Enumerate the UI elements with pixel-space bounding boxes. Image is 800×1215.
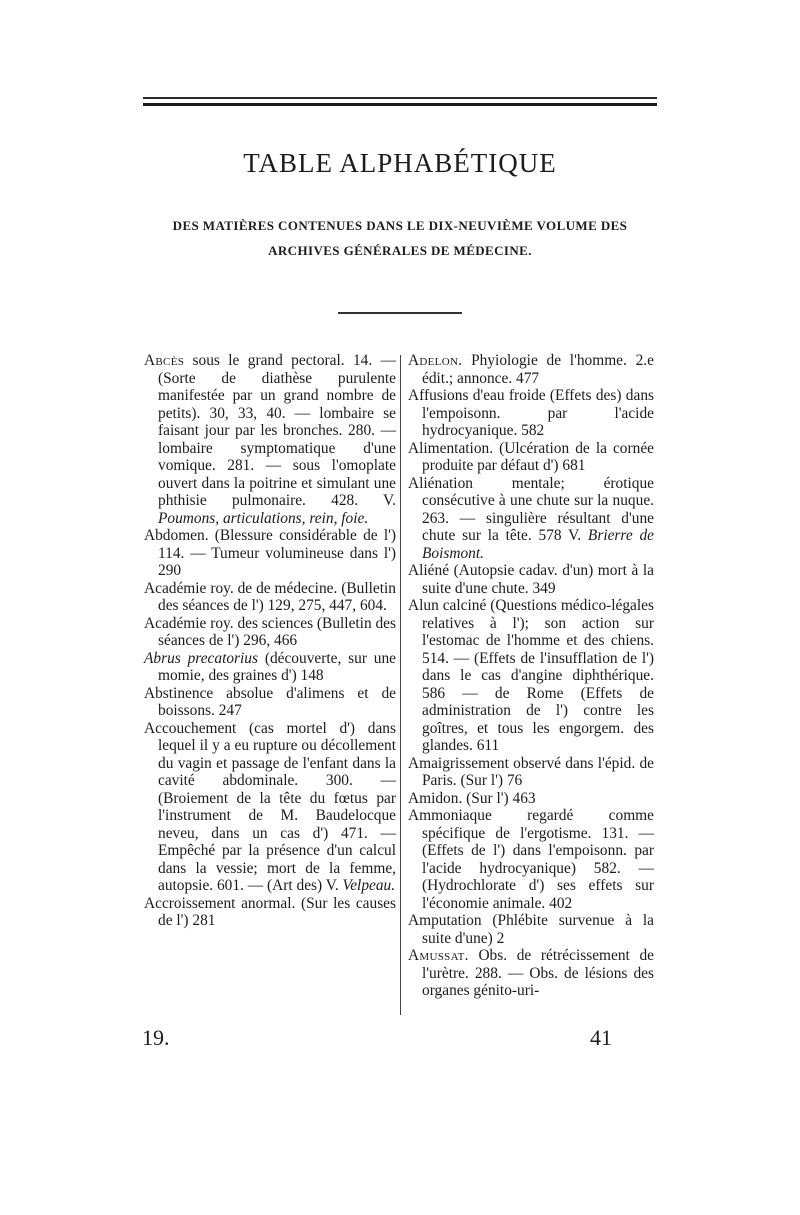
entry-text: Académie roy. des sciences (Bulletin des séances de l') 296, 466: [144, 614, 397, 649]
index-entry: [408, 597, 654, 755]
entry-text: Accroissement anormal. (Sur les causes de l') 281: [144, 894, 396, 929]
index-entry: [408, 790, 654, 808]
entry-text: Académie roy. de de médecine. (Bulletin des séances de l') 129, 275, 447, 604.: [144, 579, 396, 614]
page-number: 41: [590, 1025, 612, 1050]
page-title: TABLE ALPHABÉTIQUE: [243, 148, 557, 178]
index-entry: [144, 895, 396, 930]
entry-text: sous le grand pectoral. 14. — (Sorte de diathèse purulente manifestée par un grand nombre de petits). 30, 33, 40. — lombaire se faisant jour par les bronches. 280. — lombaire symptomatique d'une vomique. 281. — sous l'omoplate ouvert dans la poitrine et simulant une phthisie pulmonaire. 428. V.: [158, 352, 396, 509]
index-entry: [144, 352, 396, 527]
entry-text: Amaigrissement observé dans l'épid. de Paris. (Sur l') 76: [408, 754, 654, 789]
index-entry: [144, 527, 396, 580]
index-entry: [408, 807, 654, 912]
entry-text: Ammoniaque regardé comme spécifique de l'ergotisme. 131. — (Effets de l') dans l'empoisonn. par l'acide hydrocyanique) 582. — (Hydrochlorate d') ses effets sur l'économie animale. 402: [408, 807, 654, 912]
subtitle-line-2: ARCHIVES GÉNÉRALES DE MÉDECINE.: [268, 243, 532, 258]
index-entry: [408, 440, 654, 475]
entry-text: Phyiologie de l'homme. 2.e édit.; annonce. 477: [422, 352, 654, 387]
top-rule: [143, 97, 657, 99]
signature-mark: 19.: [142, 1025, 170, 1050]
section-rule: [338, 312, 462, 314]
entry-text: Alun calciné (Questions médico-légales relatives à l'); son action sur l'estomac de l'homme et des chiens. 514. — (Effets de l'insufflation de l') dans le cas d'angine diphthérique. 586 — de Rome (Effets de administration de l') contre les goîtres, et tous les engorgem. des glandes. 611: [408, 597, 654, 754]
entry-italic-head: Abrus precatorius: [144, 649, 258, 667]
entry-text: Abdomen. (Blessure considérable de l') 114. — Tumeur volumineuse dans l') 290: [144, 527, 396, 579]
entry-text: Alimentation. (Ulcération de la cornée produite par défaut d') 681: [408, 439, 654, 474]
entry-text: (découverte, sur une momie, des graines d') 148: [158, 649, 396, 684]
entry-text: Amputation (Phlébite survenue à la suite d'une) 2: [408, 912, 654, 947]
entry-text: Amidon. (Sur l') 463: [408, 789, 536, 807]
index-entry: [408, 475, 654, 563]
page-subtitle: [140, 213, 660, 263]
column-divider: [400, 355, 401, 1015]
index-entry: [144, 650, 396, 685]
subtitle-line-1: DES MATIÈRES CONTENUES DANS LE DIX-NEUVIÈME VOLUME DES: [172, 218, 628, 233]
top-rule-thick: [143, 103, 657, 106]
entry-text: Aliéné (Autopsie cadav. d'un) mort à la suite d'une chute. 349: [408, 562, 654, 597]
index-entry: [408, 755, 654, 790]
entry-text: Affusions d'eau froide (Effets des) dans l'empoisonn. par l'acide hydrocyanique. 582: [408, 387, 654, 439]
entry-text: Abstinence absolue d'alimens et de boissons. 247: [144, 684, 396, 719]
entry-text: Aliénation mentale; érotique consécutive à une chute sur la nuque. 263. — singulière résultant d'une chute sur la tête. 578 V.: [408, 474, 654, 544]
index-entry: [144, 685, 396, 720]
index-entry: [408, 912, 654, 947]
index-entry: [408, 387, 654, 440]
index-entry: [144, 720, 396, 895]
entry-head: Amussat.: [408, 947, 469, 964]
index-entry: [408, 352, 654, 387]
right-column: [408, 352, 654, 1000]
left-column: [144, 352, 396, 930]
index-entry: [144, 615, 396, 650]
entry-text: Obs. de rétrécissement de l'urètre. 288. — Obs. de lésions des organes génito-uri-: [422, 947, 654, 999]
index-entry: [408, 562, 654, 597]
entry-text: Accouchement (cas mortel d') dans lequel il y a eu rupture ou décollement du vagin et passage de l'enfant dans la cavité abdominale. 300. — (Broiement de la tête du fœtus par l'instrument de M. Baudelocque neveu, dans un cas d') 471. — Empêché par la présence d'un calcul dans la vessie; mort de la femme, autopsie. 601. — (Art des) V.: [144, 719, 396, 894]
entry-reference: Poumons, articulations, rein, foie.: [158, 509, 369, 527]
entry-head: Abcès: [144, 352, 185, 369]
index-entry: [408, 947, 654, 1000]
entry-reference: Velpeau.: [342, 877, 396, 894]
entry-reference: Brierre de Boismont.: [422, 527, 654, 562]
entry-head: Adelon.: [408, 352, 463, 369]
index-entry: [144, 580, 396, 615]
